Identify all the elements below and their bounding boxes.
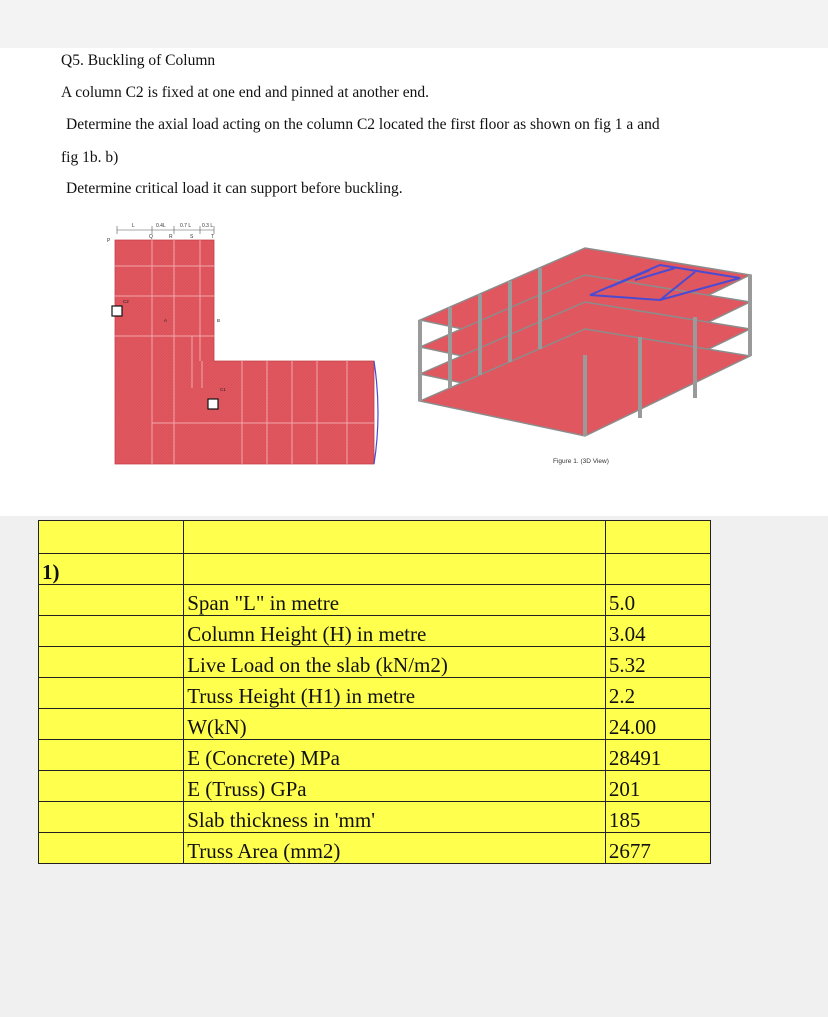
table-row bbox=[39, 554, 711, 585]
param-label: Column Height (H) in metre bbox=[184, 616, 606, 647]
dim-label-0.3L: 0.3 L bbox=[202, 223, 214, 229]
param-value: 3.04 bbox=[605, 616, 710, 647]
table-row bbox=[39, 833, 711, 864]
figure-caption: Figure 1. (3D View) bbox=[553, 458, 609, 465]
table-row bbox=[39, 616, 711, 647]
dim-label-0.7L: 0.7 L bbox=[180, 223, 192, 229]
building-3d-view bbox=[410, 240, 760, 440]
table-row bbox=[39, 585, 711, 616]
column-c2-marker bbox=[112, 306, 122, 316]
table-cell bbox=[184, 521, 606, 554]
param-label: Slab thickness in 'mm' bbox=[184, 802, 606, 833]
param-label: Live Load on the slab (kN/m2) bbox=[184, 647, 606, 678]
param-value: 5.0 bbox=[605, 585, 710, 616]
param-label: Truss Area (mm2) bbox=[184, 833, 606, 864]
table-row bbox=[39, 647, 711, 678]
top-band bbox=[0, 0, 828, 48]
param-value: 201 bbox=[605, 771, 710, 802]
marker-label-B: B bbox=[217, 318, 221, 323]
question-line-3: Determine critical load it can support before buckling. bbox=[66, 180, 403, 197]
param-value: 2.2 bbox=[605, 678, 710, 709]
param-value: 5.32 bbox=[605, 647, 710, 678]
table-row bbox=[39, 802, 711, 833]
floor-plan-figure bbox=[92, 218, 392, 468]
question-line-2a: Determine the axial load acting on the column C2 located the first floor as shown on fig 1 a and bbox=[66, 116, 660, 133]
param-value: 28491 bbox=[605, 740, 710, 771]
marker-label-C1: C1 bbox=[220, 387, 226, 392]
table-row bbox=[39, 521, 711, 554]
param-value: 2677 bbox=[605, 833, 710, 864]
marker-label-A: A bbox=[164, 318, 168, 323]
data-table bbox=[38, 520, 711, 864]
grid-label-R: R bbox=[169, 234, 173, 240]
param-label: Truss Height (H1) in metre bbox=[184, 678, 606, 709]
question-line-2b: fig 1b. b) bbox=[61, 149, 119, 166]
column-c1-marker bbox=[208, 399, 218, 409]
grid-label-T: T bbox=[211, 234, 215, 240]
dim-label-0.4L: 0.4L bbox=[156, 223, 166, 229]
table-row bbox=[39, 740, 711, 771]
param-label: E (Truss) GPa bbox=[184, 771, 606, 802]
table-row bbox=[39, 709, 711, 740]
table-cell bbox=[605, 554, 710, 585]
param-value: 185 bbox=[605, 802, 710, 833]
param-value: 24.00 bbox=[605, 709, 710, 740]
table-row bbox=[39, 678, 711, 709]
section-label: 1) bbox=[39, 554, 184, 585]
grid-label-P: P bbox=[107, 238, 111, 244]
grid-label-S: S bbox=[190, 234, 194, 240]
table-row bbox=[39, 771, 711, 802]
question-line-1: A column C2 is fixed at one end and pinned at another end. bbox=[61, 84, 430, 101]
table-cell bbox=[184, 554, 606, 585]
marker-label-C2: C2 bbox=[123, 299, 129, 304]
param-label: Span "L" in metre bbox=[184, 585, 606, 616]
param-label: W(kN) bbox=[184, 709, 606, 740]
table-cell bbox=[39, 521, 184, 554]
table-cell bbox=[605, 521, 710, 554]
question-heading: Q5. Buckling of Column bbox=[61, 52, 216, 69]
dim-label-L: L bbox=[132, 223, 135, 229]
grid-label-Q: Q bbox=[149, 234, 153, 240]
param-label: E (Concrete) MPa bbox=[184, 740, 606, 771]
